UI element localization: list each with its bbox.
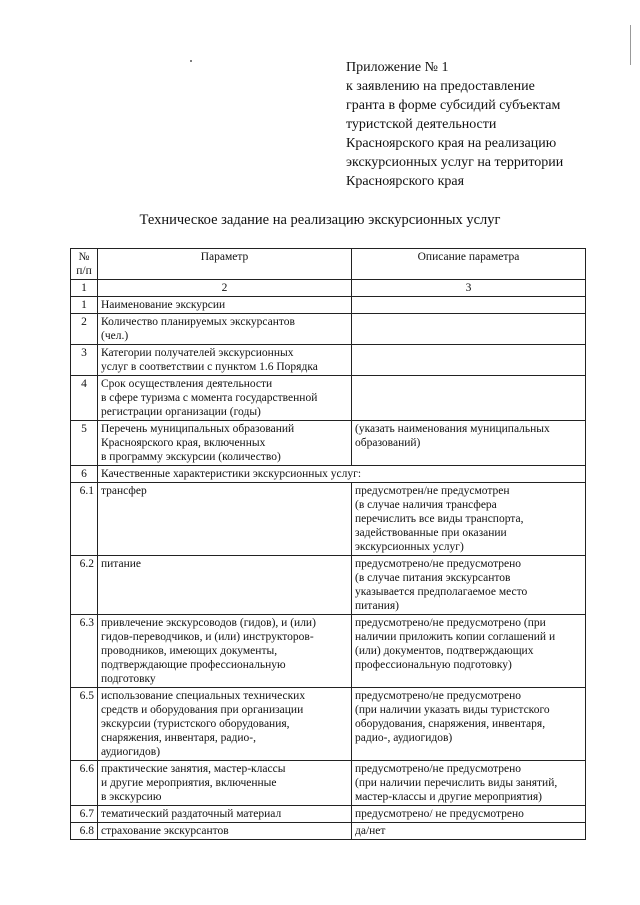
row-parameter xyxy=(98,421,352,466)
description-line: предусмотрено/не предусмотрено xyxy=(355,690,522,702)
table-row xyxy=(71,345,586,376)
parameter-line: использование специальных технических xyxy=(101,690,306,702)
row-number: 6.5 xyxy=(71,688,98,761)
parameter-line: Срок осуществления деятельности xyxy=(101,378,273,390)
row-parameter xyxy=(98,823,352,840)
description-line: мастер-классы и другие мероприятия) xyxy=(355,791,542,803)
row-number: 6.6 xyxy=(71,761,98,806)
colnum-cell: 1 xyxy=(71,280,98,297)
parameter-line: аудиогидов) xyxy=(101,746,161,758)
row-description xyxy=(352,314,586,345)
table-row xyxy=(71,688,586,761)
parameter-line: экскурсии (туристского оборудования, xyxy=(101,718,290,730)
row-parameter xyxy=(98,376,352,421)
description-line: задействованные при оказании xyxy=(355,527,507,539)
row-description xyxy=(352,483,586,556)
header-desc: Описание параметра xyxy=(352,249,586,280)
row-parameter xyxy=(98,466,586,483)
appendix-line: гранта в форме субсидий субъектам xyxy=(346,98,561,113)
scan-speck xyxy=(190,60,192,62)
header-param: Параметр xyxy=(98,249,352,280)
parameter-line: Перечень муниципальных образований xyxy=(101,423,295,435)
row-parameter xyxy=(98,345,352,376)
description-line: да/нет xyxy=(355,825,386,837)
row-parameter xyxy=(98,556,352,615)
parameter-line: трансфер xyxy=(101,485,147,497)
description-line: перечислить все виды транспорта, xyxy=(355,513,524,525)
spec-table xyxy=(70,248,586,840)
appendix-line: Приложение № 1 xyxy=(346,60,449,75)
row-description xyxy=(352,556,586,615)
appendix-line: к заявлению на предоставление xyxy=(346,79,535,94)
row-number: 1 xyxy=(71,297,98,314)
row-number: 2 xyxy=(71,314,98,345)
description-line: наличии приложить копии соглашений и xyxy=(355,631,556,643)
parameter-line: снаряжения, инвентаря, радио-, xyxy=(101,732,256,744)
table-row xyxy=(71,466,586,483)
parameter-line: Качественные характеристики экскурсионных услуг: xyxy=(101,468,362,480)
parameter-line: и другие мероприятия, включенные xyxy=(101,777,277,789)
row-parameter xyxy=(98,314,352,345)
parameter-line: гидов-переводчиков, и (или) инструкторов- xyxy=(101,631,314,643)
table-row xyxy=(71,421,586,466)
row-description xyxy=(352,421,586,466)
description-line: (в случае питания экскурсантов xyxy=(355,572,511,584)
description-line: предусмотрено/ не предусмотрено xyxy=(355,808,524,820)
row-parameter xyxy=(98,761,352,806)
row-description xyxy=(352,761,586,806)
table-row xyxy=(71,297,586,314)
row-description xyxy=(352,297,586,314)
appendix-line: Красноярского края на реализацию xyxy=(346,136,557,151)
table-header-row xyxy=(71,249,586,280)
description-line: профессиональную подготовку) xyxy=(355,659,512,671)
parameter-line: Категории получателей экскурсионных xyxy=(101,347,294,359)
parameter-line: в сфере туризма с момента государственной xyxy=(101,392,318,404)
row-description xyxy=(352,345,586,376)
header-num-line: № xyxy=(78,251,90,263)
parameter-line: Наименование экскурсии xyxy=(101,299,226,311)
row-parameter xyxy=(98,688,352,761)
table-row xyxy=(71,761,586,806)
parameter-line: подготовку xyxy=(101,673,156,685)
description-line: образований) xyxy=(355,437,421,449)
description-line: предусмотрено/не предусмотрено xyxy=(355,558,522,570)
parameter-line: практические занятия, мастер-классы xyxy=(101,763,286,775)
parameter-line: услуг в соответствии с пунктом 1.6 Порядка xyxy=(101,361,318,373)
parameter-line: в программу экскурсии (количество) xyxy=(101,451,281,463)
row-number: 6.3 xyxy=(71,615,98,688)
appendix-line: экскурсионных услуг на территории xyxy=(346,155,564,170)
row-description xyxy=(352,688,586,761)
row-description xyxy=(352,823,586,840)
description-line: предусмотрен/не предусмотрен xyxy=(355,485,510,497)
parameter-line: тематический раздаточный материал xyxy=(101,808,282,820)
row-description xyxy=(352,806,586,823)
header-num xyxy=(71,249,98,280)
document-title: Техническое задание на реализацию экскурсионных услуг xyxy=(139,212,501,228)
description-line: экскурсионных услуг) xyxy=(355,541,464,553)
row-number: 6.2 xyxy=(71,556,98,615)
description-line: питания) xyxy=(355,600,400,612)
description-line: предусмотрено/не предусмотрено xyxy=(355,763,522,775)
parameter-line: (чел.) xyxy=(101,330,129,342)
parameter-line: проводников, имеющих документы, xyxy=(101,645,278,657)
colnum-cell: 3 xyxy=(352,280,586,297)
description-line: (при наличии указать виды туристского xyxy=(355,704,550,716)
row-parameter xyxy=(98,297,352,314)
parameter-line: в экскурсию xyxy=(101,791,162,803)
table-row xyxy=(71,615,586,688)
parameter-line: средств и оборудования при организации xyxy=(101,704,304,716)
row-parameter xyxy=(98,806,352,823)
description-line: радио-, аудиогидов) xyxy=(355,732,453,744)
parameter-line: Количество планируемых экскурсантов xyxy=(101,316,295,328)
appendix-block xyxy=(346,58,626,191)
parameter-line: питание xyxy=(101,558,141,570)
parameter-line: страхование экскурсантов xyxy=(101,825,229,837)
row-number: 6.1 xyxy=(71,483,98,556)
table-row xyxy=(71,823,586,840)
scan-edge-mark xyxy=(630,25,631,65)
row-number: 6.7 xyxy=(71,806,98,823)
row-description xyxy=(352,376,586,421)
row-number: 4 xyxy=(71,376,98,421)
table-colnum-row xyxy=(71,280,586,297)
table-row xyxy=(71,314,586,345)
row-description xyxy=(352,615,586,688)
table-row xyxy=(71,556,586,615)
appendix-line: Красноярского края xyxy=(346,174,465,189)
row-parameter xyxy=(98,615,352,688)
row-parameter xyxy=(98,483,352,556)
description-line: предусмотрено/не предусмотрено (при xyxy=(355,617,546,629)
description-line: (или) документов, подтверждающих xyxy=(355,645,534,657)
table-row xyxy=(71,483,586,556)
description-line: (указать наименования муниципальных xyxy=(355,423,550,435)
row-number: 6.8 xyxy=(71,823,98,840)
parameter-line: привлечение экскурсоводов (гидов), и (или) xyxy=(101,617,316,629)
header-num-line: п/п xyxy=(76,265,92,277)
appendix-line: туристской деятельности xyxy=(346,117,497,132)
table-row xyxy=(71,806,586,823)
table-row xyxy=(71,376,586,421)
row-number: 6 xyxy=(71,466,98,483)
description-line: указывается предполагаемое место xyxy=(355,586,528,598)
colnum-cell: 2 xyxy=(98,280,352,297)
description-line: оборудования, снаряжения, инвентаря, xyxy=(355,718,546,730)
row-number: 3 xyxy=(71,345,98,376)
row-number: 5 xyxy=(71,421,98,466)
parameter-line: подтверждающие профессиональную xyxy=(101,659,286,671)
parameter-line: регистрации организации (годы) xyxy=(101,406,261,418)
parameter-line: Красноярского края, включенных xyxy=(101,437,266,449)
description-line: (при наличии перечислить виды занятий, xyxy=(355,777,558,789)
description-line: (в случае наличия трансфера xyxy=(355,499,497,511)
